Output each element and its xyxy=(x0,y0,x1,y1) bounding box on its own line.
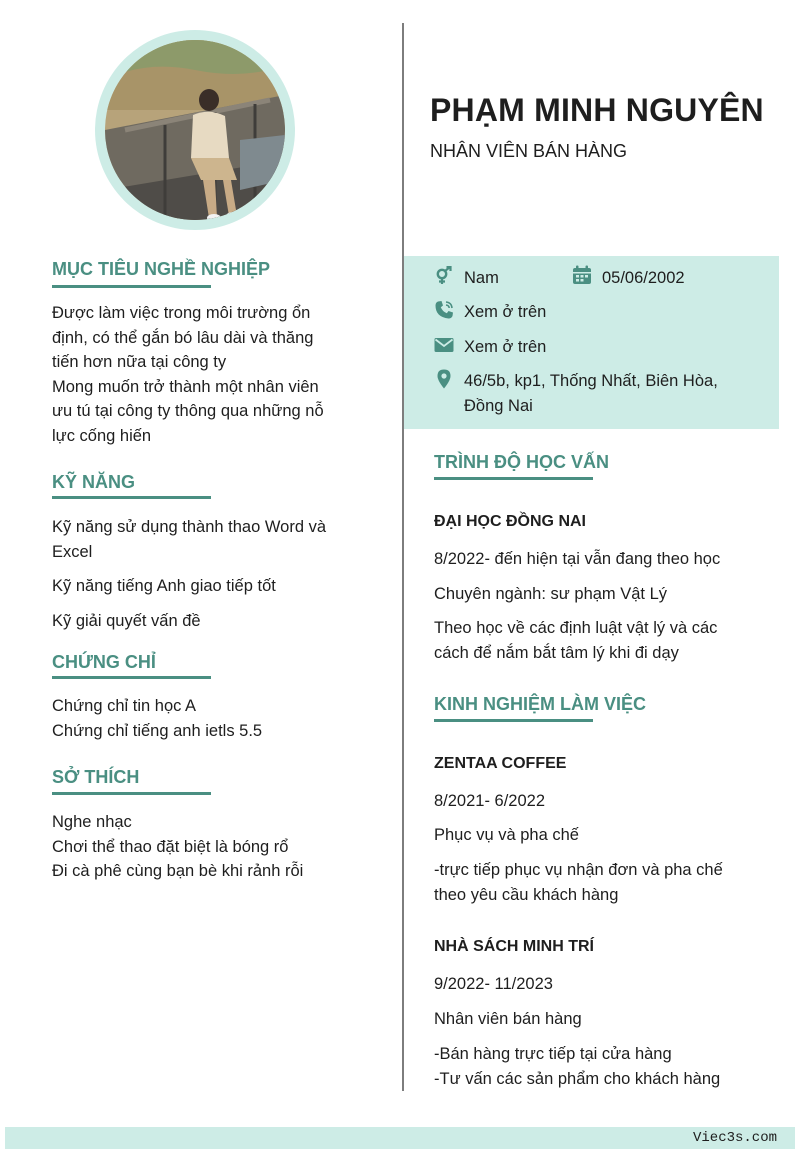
profile-photo xyxy=(105,40,285,220)
job-title: NHÂN VIÊN BÁN HÀNG xyxy=(430,141,628,161)
education-desc-line: Theo học về các định luật vật lý và các xyxy=(434,619,718,637)
objective-line: ưu tú tại công ty thông qua những nỗ xyxy=(52,402,324,420)
section-title-experience: KINH NGHIỆM LÀM VIỆC xyxy=(434,694,647,714)
section-underline xyxy=(52,496,211,499)
section-title-skills: KỸ NĂNG xyxy=(52,472,136,492)
section-underline xyxy=(434,477,593,480)
company-name: NHÀ SÁCH MINH TRÍ xyxy=(434,938,594,955)
phone-icon xyxy=(434,300,454,320)
skill-item: Kỹ giải quyết vấn đề xyxy=(52,612,201,630)
education-period: 8/2022- đến hiện tại vẫn đang theo học xyxy=(434,550,721,568)
objective-text xyxy=(52,301,353,448)
section-underline xyxy=(52,285,211,288)
job-role: Nhân viên bán hàng xyxy=(434,1010,582,1028)
hobby-item: Chơi thể thao đặt biệt là bóng rổ xyxy=(52,837,289,856)
email-icon xyxy=(434,335,454,355)
address-line: Đồng Nai xyxy=(464,397,533,415)
certificate-item: Chứng chỉ tiếng anh ietls 5.5 xyxy=(52,721,263,740)
job-desc-line: theo yêu cầu khách hàng xyxy=(434,886,619,904)
section-underline xyxy=(52,792,211,795)
email-value: Xem ở trên xyxy=(464,338,547,356)
objective-line: Mong muốn trở thành một nhân viên xyxy=(52,377,319,396)
skill-line: Kỹ năng sử dụng thành thao Word và xyxy=(52,518,327,536)
job-description xyxy=(434,858,764,908)
footer-brand: Viec3s.com xyxy=(692,1130,777,1146)
education-desc-line: cách để nắm bắt tâm lý khi đi dạy xyxy=(434,644,679,662)
location-icon xyxy=(434,369,454,389)
address-value xyxy=(464,369,764,419)
gender-icon xyxy=(434,266,454,286)
gender-value: Nam xyxy=(464,269,499,287)
education-description xyxy=(434,616,754,666)
birthday-value: 05/06/2002 xyxy=(602,269,685,287)
certificate-item: Chứng chỉ tin học A xyxy=(52,697,197,715)
objective-line: lực cống hiến xyxy=(52,426,152,445)
phone-value: Xem ở trên xyxy=(464,303,547,321)
objective-line: định, có thể gắn bó lâu dài và thăng xyxy=(52,328,314,347)
skill-item: Kỹ năng tiếng Anh giao tiếp tốt xyxy=(52,577,276,595)
footer-bar xyxy=(5,1127,795,1149)
company-name: ZENTAA COFFEE xyxy=(434,755,567,772)
calendar-icon xyxy=(572,265,592,285)
avatar-frame xyxy=(95,30,295,230)
avatar xyxy=(105,40,285,220)
school-name: ĐẠI HỌC ĐỒNG NAI xyxy=(434,513,586,530)
job-desc-line: -trực tiếp phục vụ nhận đơn và pha chế xyxy=(434,861,723,879)
job-period: 8/2021- 6/2022 xyxy=(434,792,546,810)
job-desc-line: -Bán hàng trực tiếp tại cửa hàng xyxy=(434,1045,672,1063)
skill-item xyxy=(52,515,353,564)
certificate-list xyxy=(52,694,353,743)
section-title-objective: MỤC TIÊU NGHỀ NGHIỆP xyxy=(52,259,271,279)
column-divider xyxy=(402,23,404,1091)
job-description xyxy=(434,1042,764,1092)
section-title-education: TRÌNH ĐỘ HỌC VẤN xyxy=(434,452,609,472)
objective-line: Được làm việc trong môi trường ổn xyxy=(52,304,311,322)
hobby-item: Đi cà phê cùng bạn bè khi rảnh rỗi xyxy=(52,862,304,880)
section-underline xyxy=(434,719,593,722)
job-role: Phục vụ và pha chế xyxy=(434,826,579,844)
address-line: 46/5b, kp1, Thống Nhất, Biên Hòa, xyxy=(464,372,718,390)
hobby-item: Nghe nhạc xyxy=(52,813,132,831)
hobby-list xyxy=(52,810,353,884)
skill-line: Excel xyxy=(52,542,93,561)
objective-line: tiến hơn nữa tại công ty xyxy=(52,353,227,371)
job-desc-line: -Tư vấn các sản phẩm cho khách hàng xyxy=(434,1070,721,1088)
section-title-hobbies: SỞ THÍCH xyxy=(52,767,140,787)
job-period: 9/2022- 11/2023 xyxy=(434,975,553,993)
section-title-certificates: CHỨNG CHỈ xyxy=(52,652,156,672)
section-underline xyxy=(52,676,211,679)
candidate-name: PHẠM MINH NGUYÊN xyxy=(430,92,764,128)
education-major: Chuyên ngành: sư phạm Vật Lý xyxy=(434,585,668,603)
